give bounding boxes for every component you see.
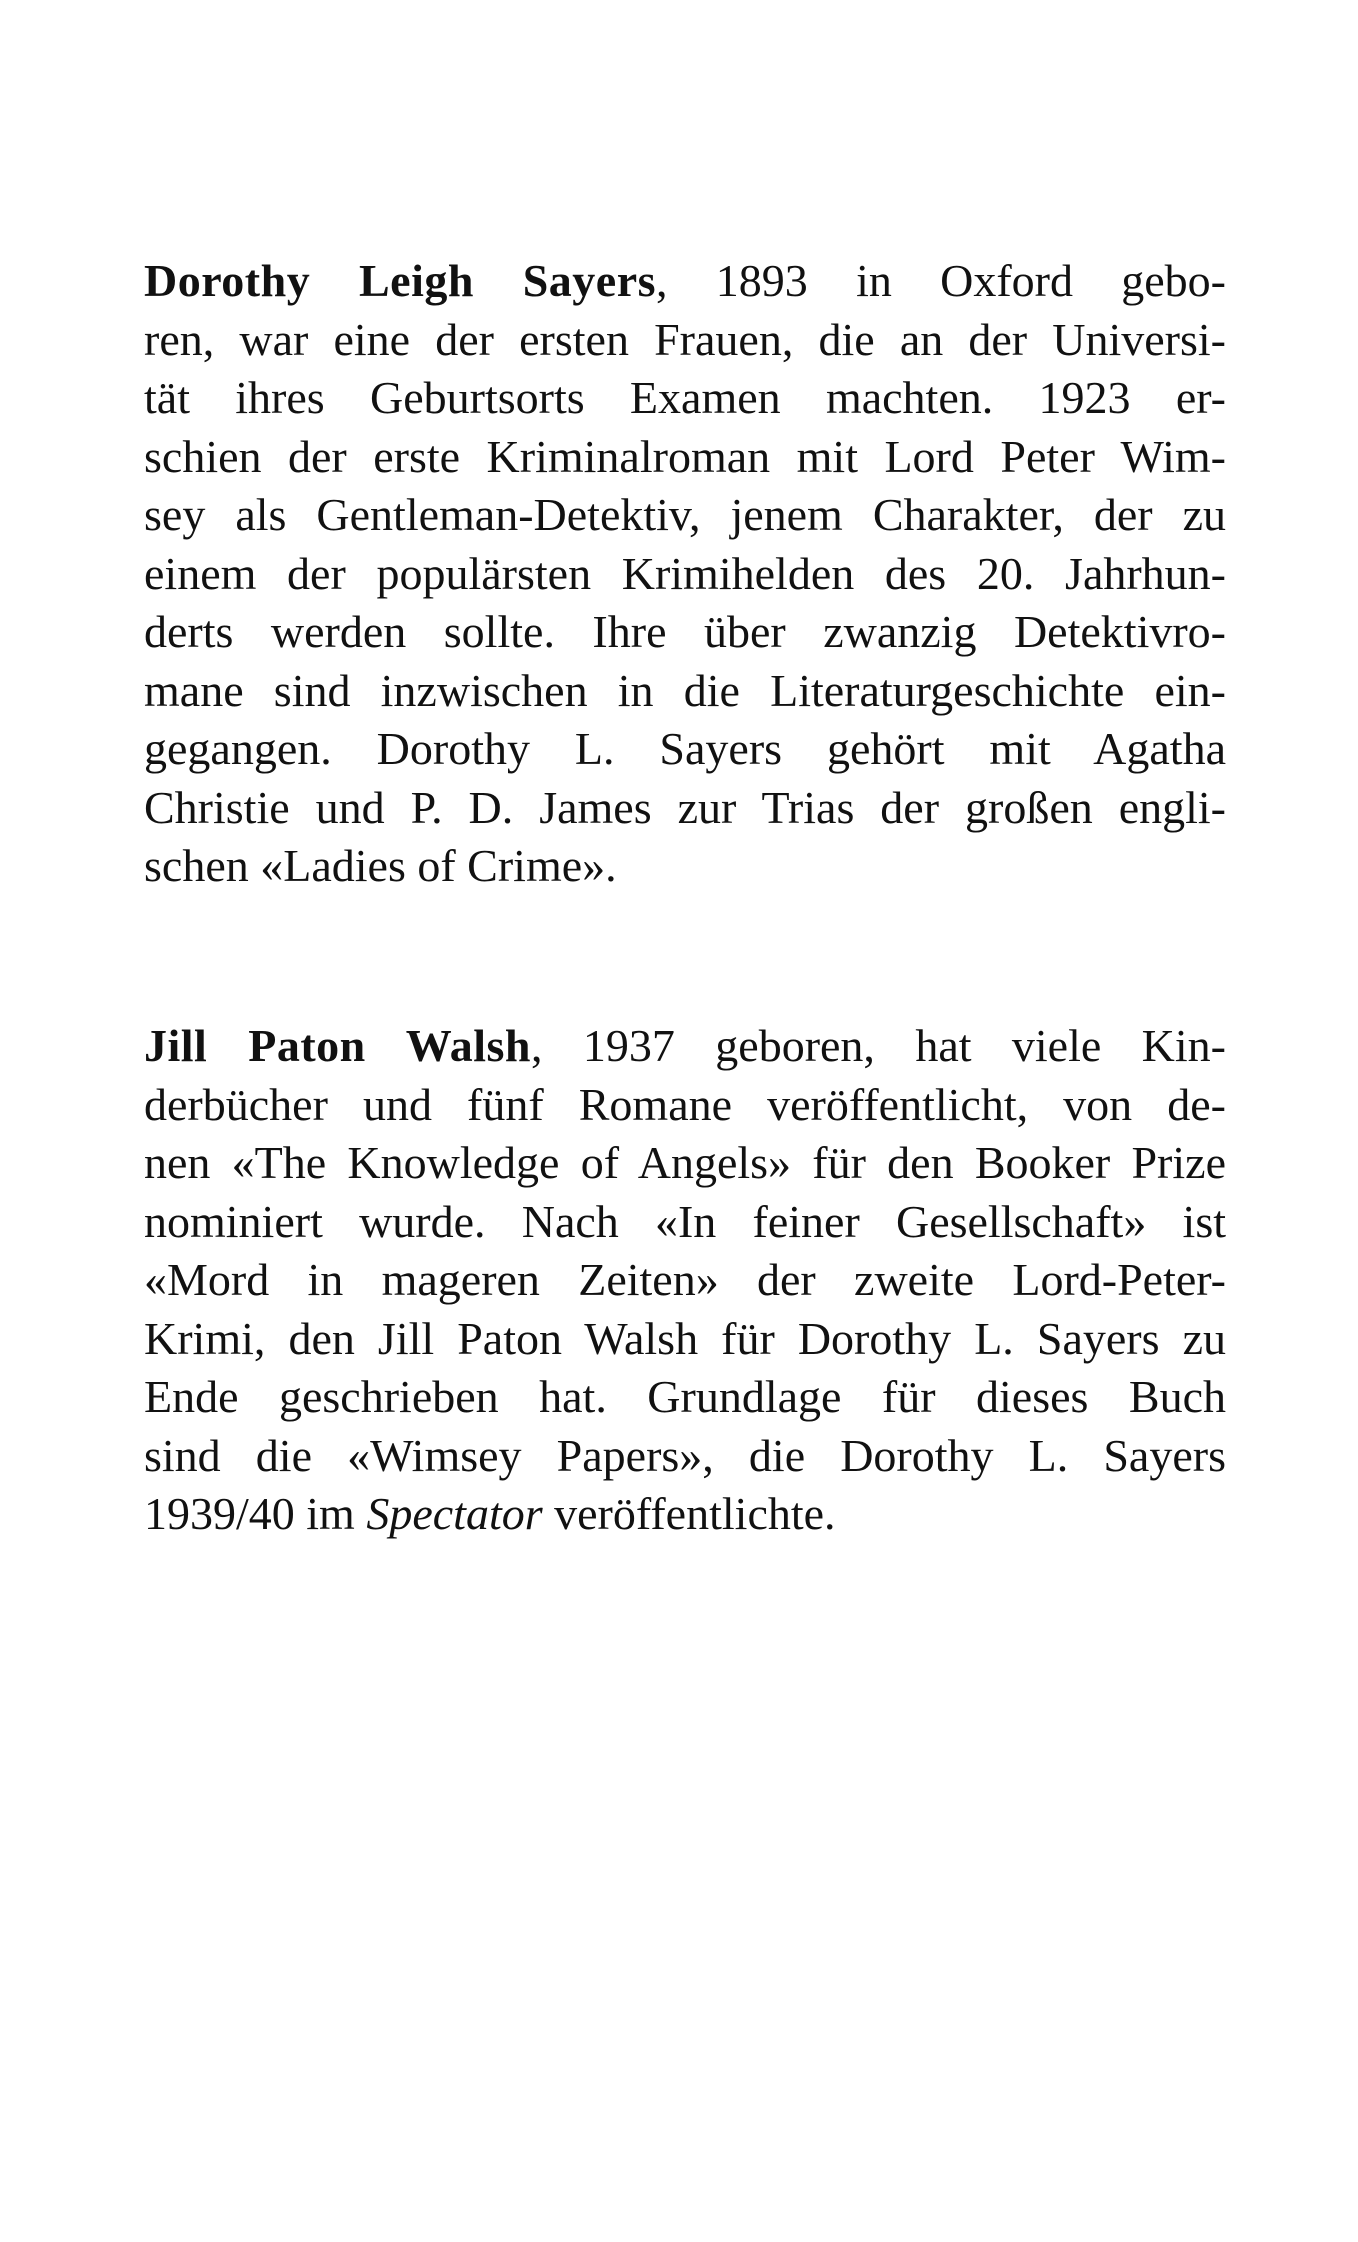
author-name: Jill Paton Walsh — [144, 1020, 532, 1071]
bio-line — [144, 252, 1226, 311]
bio-line: sind die «Wimsey Papers», die Dorothy L. Sayers — [144, 1429, 1226, 1481]
bio-line: ren, war eine der ersten Frauen, die an der Universi- — [144, 313, 1226, 365]
bio-text: , 1937 geboren, hat viele Kin- — [531, 1020, 1226, 1071]
bio-line: mane sind inzwischen in die Literaturgeschichte ein- — [144, 664, 1226, 716]
bio-line: derts werden sollte. Ihre über zwanzig Detektivro- — [144, 606, 1226, 657]
bio-text: 1939/40 im — [144, 1488, 367, 1539]
bio-line: Ende geschrieben hat. Grundlage für dieses Buch — [144, 1371, 1226, 1422]
bio-line: einem der populärsten Krimihelden des 20. Jahrhun- — [144, 547, 1226, 599]
author-bio-sayers — [144, 252, 1226, 896]
bio-line: sey als Gentleman-Detektiv, jenem Charakter, der zu — [144, 489, 1226, 540]
author-name: Dorothy Leigh Sayers — [144, 255, 657, 306]
bio-line: «Mord in mageren Zeiten» der zweite Lord-Peter- — [144, 1254, 1226, 1305]
bio-line: schien der erste Kriminalroman mit Lord Peter Wim- — [144, 430, 1226, 482]
bio-line: tät ihres Geburtsorts Examen machten. 1923 er- — [144, 372, 1226, 423]
bio-line: nen «The Knowledge of Angels» für den Booker Prize — [144, 1137, 1226, 1188]
bio-line: Krimi, den Jill Paton Walsh für Dorothy L. Sayers zu — [144, 1312, 1226, 1364]
bio-line: derbücher und fünf Romane veröffentlicht, von de- — [144, 1078, 1226, 1130]
bio-line: schen «Ladies of Crime». — [144, 840, 617, 891]
bio-line — [144, 1017, 1226, 1076]
bio-text: veröffentlichte. — [542, 1488, 836, 1539]
bio-line — [144, 1485, 1226, 1544]
bio-text: , 1893 in Oxford gebo- — [656, 255, 1226, 306]
bio-line: nominiert wurde. Nach «In feiner Gesellschaft» ist — [144, 1195, 1226, 1247]
author-bio-walsh — [144, 1017, 1226, 1544]
bio-line: gegangen. Dorothy L. Sayers gehört mit Agatha — [144, 723, 1226, 774]
bio-line: Christie und P. D. James zur Trias der großen engli- — [144, 781, 1226, 833]
publication-title: Spectator — [366, 1488, 543, 1539]
